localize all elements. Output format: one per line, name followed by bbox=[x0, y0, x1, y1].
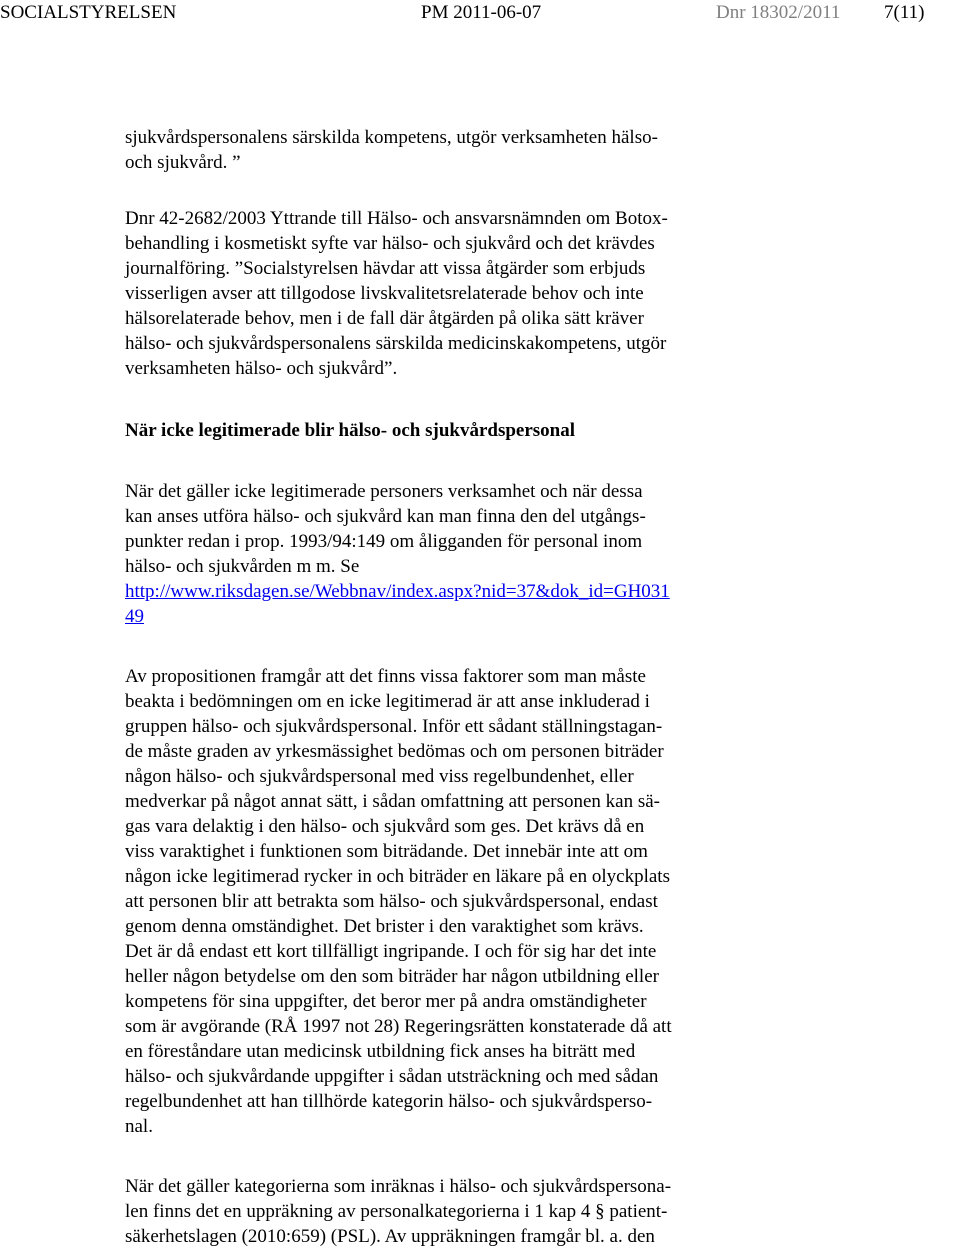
riksdagen-link[interactable]: http://www.riksdagen.se/Webbnav/index.aspx?nid=37&dok_id=GH031 bbox=[125, 581, 670, 602]
text-line: sjukvårdspersonalens särskilda kompetens, utgör verksamheten hälso- bbox=[125, 127, 658, 148]
header-date: PM 2011-06-07 bbox=[421, 2, 542, 23]
text-line: hälsorelaterade behov, men i de fall där åtgärden på olika sätt kräver bbox=[125, 308, 644, 329]
text-line: punkter redan i prop. 1993/94:149 om åligganden för personal inom bbox=[125, 531, 643, 552]
header-organization: SOCIALSTYRELSEN bbox=[0, 2, 177, 23]
text-line: att personen blir att betrakta som hälso- och sjukvårdspersonal, endast bbox=[125, 891, 658, 912]
text-line: någon icke legitimerad rycker in och biträder en läkare på en olyckplats bbox=[125, 866, 670, 887]
text-line: hälso- och sjukvårdande uppgifter i sådan utsträckning och med sådan bbox=[125, 1066, 659, 1087]
text-line: regelbundenhet att han tillhörde kategorin hälso- och sjukvårdsperso- bbox=[125, 1091, 653, 1112]
header-page-number: 7(11) bbox=[884, 2, 925, 23]
text-line: kan anses utföra hälso- och sjukvård kan man finna den del utgångs- bbox=[125, 506, 646, 527]
text-line: och sjukvård. ” bbox=[125, 152, 241, 173]
text-line: gruppen hälso- och sjukvårdspersonal. Inför ett sådant ställningstagan- bbox=[125, 716, 663, 737]
text-line: viss varaktighet i funktionen som biträdande. Det innebär inte att om bbox=[125, 841, 648, 862]
text-line: en föreståndare utan medicinsk utbildning fick anses ha biträtt med bbox=[125, 1041, 636, 1062]
text-line: len finns det en uppräkning av personalkategorierna i 1 kap 4 § patient- bbox=[125, 1201, 668, 1222]
text-line: hälso- och sjukvårdspersonalens särskilda medicinskakompetens, utgör bbox=[125, 333, 667, 354]
text-line: beakta i bedömningen om en icke legitimerad är att anse inkluderad i bbox=[125, 691, 650, 712]
text-line: de måste graden av yrkesmässighet bedömas och om personen biträder bbox=[125, 741, 664, 762]
text-line: nal. bbox=[125, 1116, 153, 1137]
section-heading: När icke legitimerade blir hälso- och sjukvårdspersonal bbox=[125, 420, 576, 441]
text-line: verksamheten hälso- och sjukvård”. bbox=[125, 358, 398, 379]
header-dnr: Dnr 18302/2011 bbox=[716, 2, 841, 23]
text-line: visserligen avser att tillgodose livskvalitetsrelaterade behov och inte bbox=[125, 283, 644, 304]
text-line: heller någon betydelse om den som biträder har någon utbildning eller bbox=[125, 966, 659, 987]
text-line: någon hälso- och sjukvårdspersonal med viss regelbundenhet, eller bbox=[125, 766, 634, 787]
text-line: Av propositionen framgår att det finns vissa faktorer som man måste bbox=[125, 666, 646, 687]
text-line: säkerhetslagen (2010:659) (PSL). Av uppräkningen framgår bl. a. den bbox=[125, 1226, 655, 1247]
page-header bbox=[0, 0, 960, 26]
text-line: kompetens för sina uppgifter, det beror mer på andra omständigheter bbox=[125, 991, 647, 1012]
text-line: När det gäller icke legitimerade personers verksamhet och när dessa bbox=[125, 481, 643, 502]
text-line: gas vara delaktig i den hälso- och sjukvård som ges. Det krävs då en bbox=[125, 816, 645, 837]
text-line: journalföring. ”Socialstyrelsen hävdar att vissa åtgärder som erbjuds bbox=[125, 258, 646, 279]
text-line: behandling i kosmetiskt syfte var hälso- och sjukvård och det krävdes bbox=[125, 233, 655, 254]
text-line: som är avgörande (RÅ 1997 not 28) Regeringsrätten konstaterade då att bbox=[125, 1016, 672, 1037]
text-line: Det är då endast ett kort tillfälligt ingripande. I och för sig har det inte bbox=[125, 941, 657, 962]
text-line: När det gäller kategorierna som inräknas i hälso- och sjukvårdspersona- bbox=[125, 1176, 672, 1197]
text-line: hälso- och sjukvården m m. Se bbox=[125, 556, 360, 577]
riksdagen-link-continued[interactable]: 49 bbox=[125, 606, 144, 627]
text-line: medverkar på något annat sätt, i sådan omfattning att personen kan sä- bbox=[125, 791, 660, 812]
text-line: Dnr 42-2682/2003 Yttrande till Hälso- och ansvarsnämnden om Botox- bbox=[125, 208, 668, 229]
text-line: genom denna omständighet. Det brister i den varaktighet som krävs. bbox=[125, 916, 644, 937]
